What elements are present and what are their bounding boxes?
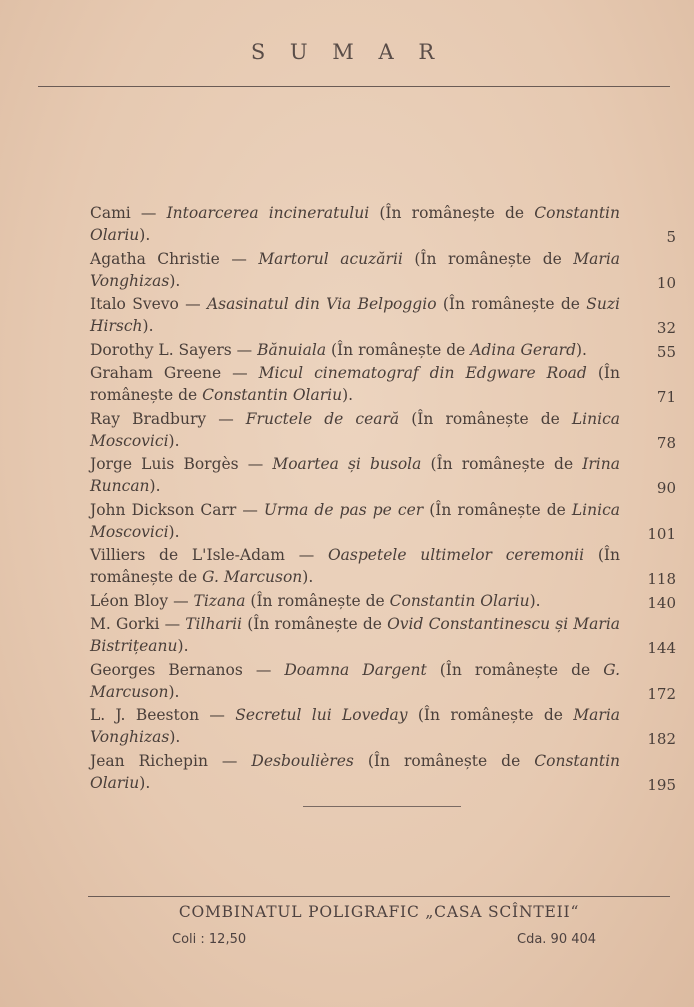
entry-translator: G. Marcuson <box>90 660 621 701</box>
entry-title: Doamna Dargent <box>284 660 427 679</box>
entry-translator: Linica Moscovici <box>90 409 621 450</box>
entry-translator: Adina Gerard <box>470 340 576 359</box>
entry-page-number: 32 <box>656 319 676 337</box>
entry-translator: Suzi Hirsch <box>90 295 620 335</box>
entry-author: Jean Richepin <box>90 751 208 770</box>
entry-translation-note: (În românește de <box>90 546 620 586</box>
toc-entry <box>90 293 694 337</box>
entry-translator: Constantin Olariu <box>90 751 621 792</box>
entry-page-number: 101 <box>647 524 676 543</box>
entry-author: L. J. Beeston <box>90 706 200 724</box>
toc-entry <box>90 704 694 748</box>
bottom-rule <box>88 896 670 897</box>
toc-entry-text: Italo Svevo — Asasinatul din Via Belpoggio (În românește de Suzi Hirsch). <box>90 295 620 335</box>
entry-translation-note: (În românește de <box>442 295 580 313</box>
entry-title: Tilharii <box>185 615 243 633</box>
toc-entry-text: Jorge Luis Borgès — Moartea și busola (În românește de Irina Runcan). <box>90 455 620 495</box>
entry-page-number: 5 <box>666 228 676 246</box>
toc-entry <box>90 362 694 406</box>
divider-rule <box>303 806 461 807</box>
entry-title: Martorul acuzării <box>258 249 403 268</box>
toc-entry <box>90 202 694 246</box>
toc-entry <box>90 248 694 292</box>
toc-entry-text: Cami — Intoarcerea incineratului (În românește de Constantin Olariu). <box>90 204 620 244</box>
entry-translation-note: (În românește de <box>247 615 382 633</box>
entry-translator: Ovid Constantinescu și Maria Bistrițeanu <box>90 615 621 655</box>
entry-page-number: 78 <box>656 433 676 452</box>
printer-imprint: COMBINATUL POLIGRAFIC „CASA SCÎNTEII“ <box>178 903 580 921</box>
toc-entry <box>90 544 694 588</box>
entry-translation-note: (În românește de <box>379 204 525 222</box>
entry-translator: Constantin Olariu <box>389 591 530 610</box>
entry-author: John Dickson Carr <box>90 500 237 519</box>
entry-author: Italo Svevo <box>90 295 179 313</box>
toc-entry-text: Dorothy L. Sayers — Bănuiala (În românește de Adina Gerard). <box>90 340 587 359</box>
toc-entry-text: Villiers de L'Isle-Adam — Oaspetele ultimelor ceremonii (În românește de G. Marcuson). <box>90 546 620 586</box>
entry-author: Dorothy L. Sayers <box>90 340 232 359</box>
entry-translation-note: (În românește de <box>439 660 591 679</box>
top-rule <box>38 86 670 87</box>
toc-entry-text: M. Gorki — Tilharii (În românește de Ovid Constantinescu și Maria Bistrițeanu). <box>90 615 621 655</box>
entry-title: Fructele de ceară <box>245 409 400 428</box>
entry-translation-note: (În românește de <box>417 706 563 724</box>
entry-translation-note: (În românește de <box>367 751 521 770</box>
entry-title: Micul cinematograf din Edgware Road <box>258 364 587 382</box>
toc-entry-text: Agatha Christie — Martorul acuzării (În românește de Maria Vonghizas). <box>90 249 621 290</box>
entry-page-number: 182 <box>647 730 676 748</box>
entry-author: Léon Bloy <box>90 591 169 610</box>
entry-page-number: 195 <box>647 775 676 794</box>
entry-title: Moartea și busola <box>272 455 422 473</box>
toc-entry <box>90 453 694 497</box>
entry-translator: Irina Runcan <box>90 455 620 495</box>
entry-title: Urma de pas pe cer <box>263 500 424 519</box>
entry-title: Desboulières <box>251 751 354 770</box>
entry-translator: Maria Vonghizas <box>90 706 621 746</box>
entry-author: Cami <box>90 204 131 222</box>
entry-translation-note: (În românește de <box>250 591 385 610</box>
entry-translator: G. Marcuson <box>202 568 303 586</box>
entry-title: Secretul lui Loveday <box>235 706 408 724</box>
entry-title: Intoarcerea incineratului <box>166 204 370 222</box>
entry-author: Villiers de L'Isle-Adam <box>90 546 285 564</box>
entry-author: Georges Bernanos <box>90 660 243 679</box>
toc-entry-text: Georges Bernanos — Doamna Dargent (În românește de G. Marcuson). <box>90 660 621 701</box>
entry-author: Graham Greene <box>90 364 222 382</box>
entry-title: Tizana <box>193 591 246 610</box>
entry-page-number: 55 <box>656 342 676 361</box>
entry-translation-note: (În românește de <box>429 500 566 519</box>
toc-entry <box>90 339 694 361</box>
coli-label: Coli : 12,50 <box>172 932 247 947</box>
toc-entry-text: Graham Greene — Micul cinematograf din Edgware Road (În românește de Constantin Olariu). <box>90 364 620 404</box>
page-title: S U M A R <box>250 40 444 64</box>
entry-translation-note: (În românește de <box>411 409 560 428</box>
entry-translator: Linica Moscovici <box>90 500 620 541</box>
toc-entry-text: Jean Richepin — Desboulières (În românește de Constantin Olariu). <box>90 751 621 792</box>
toc-entry <box>90 750 694 794</box>
toc-entry <box>90 408 694 452</box>
entry-author: Agatha Christie <box>90 249 220 268</box>
toc-entry <box>90 659 694 703</box>
entry-translator: Constantin Olariu <box>90 204 620 244</box>
entry-author: M. Gorki <box>90 615 160 633</box>
entry-page-number: 71 <box>656 388 676 406</box>
order-number: Cda. 90 404 <box>517 932 597 947</box>
toc-entry <box>90 590 694 612</box>
entry-page-number: 172 <box>647 684 676 703</box>
toc-entry <box>90 499 694 543</box>
entry-translation-note: (În românește de <box>331 340 466 359</box>
entry-author: Jorge Luis Borgès <box>90 455 239 473</box>
entry-translator: Constantin Olariu <box>202 386 343 404</box>
entry-translation-note: (În românește de <box>90 364 620 404</box>
toc-entry <box>90 613 694 657</box>
entry-translation-note: (În românește de <box>414 249 562 268</box>
entry-title: Asasinatul din Via Belpoggio <box>206 295 437 313</box>
entry-page-number: 118 <box>647 570 676 588</box>
entry-page-number: 144 <box>647 639 676 657</box>
toc-entry-text: Léon Bloy — Tizana (În românește de Constantin Olariu). <box>90 591 541 610</box>
entry-page-number: 10 <box>656 273 676 292</box>
table-of-contents <box>90 202 694 795</box>
toc-entry-text: Ray Bradbury — Fructele de ceară (În românește de Linica Moscovici). <box>90 409 621 450</box>
entry-translator: Maria Vonghizas <box>90 249 621 290</box>
entry-title: Oaspetele ultimelor ceremonii <box>327 546 585 564</box>
entry-title: Bănuiala <box>257 340 327 359</box>
entry-page-number: 90 <box>656 479 676 497</box>
toc-entry-text: John Dickson Carr — Urma de pas pe cer (În românește de Linica Moscovici). <box>90 500 620 541</box>
entry-page-number: 140 <box>647 593 676 612</box>
toc-entry-text: L. J. Beeston — Secretul lui Loveday (În românește de Maria Vonghizas). <box>90 706 621 746</box>
entry-author: Ray Bradbury <box>90 409 207 428</box>
entry-translation-note: (În românește de <box>430 455 574 473</box>
